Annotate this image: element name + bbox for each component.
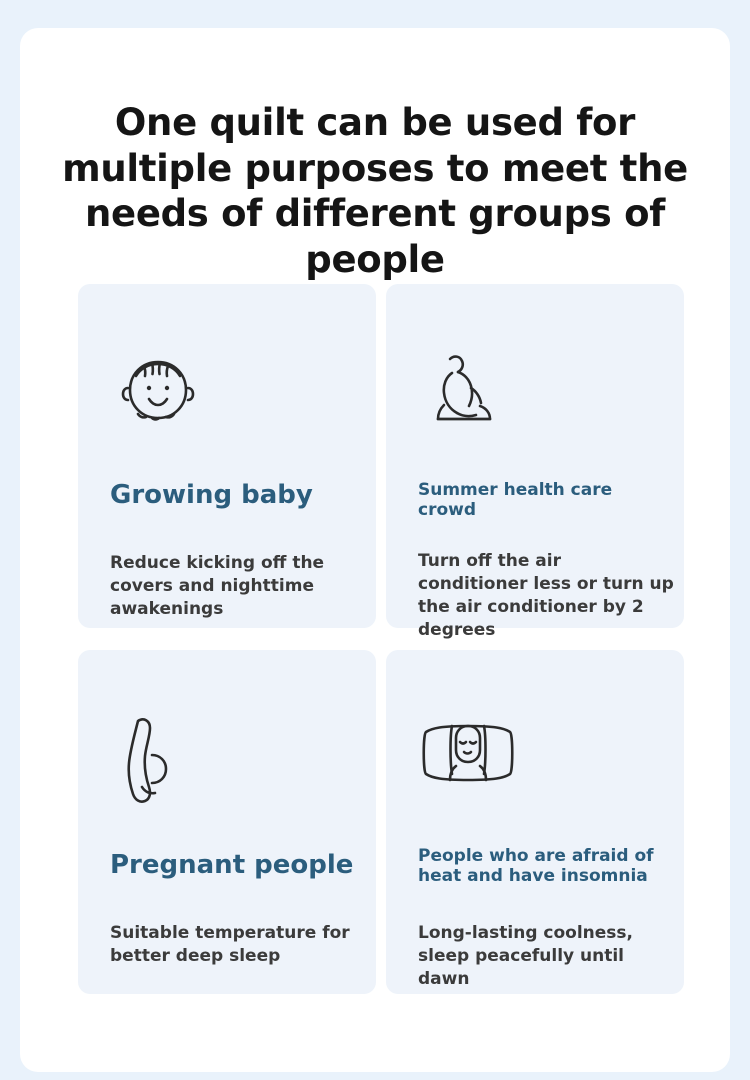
benefit-card-summer-health-care (386, 284, 684, 640)
benefit-card-pregnant-people (78, 650, 376, 994)
benefit-title: Summer health care crowd (418, 480, 613, 521)
content-card (20, 28, 730, 1072)
benefit-card-afraid-of-heat (386, 650, 684, 994)
baby-face-icon (108, 340, 218, 440)
benefit-title: People who are afraid of heat and have insomnia (418, 846, 654, 887)
benefit-description: Turn off the air conditioner less or turn up the air conditioner by 2 degrees (418, 551, 674, 640)
benefit-description: Suitable temperature for better deep sleep (110, 923, 350, 966)
benefits-grid (78, 284, 684, 994)
benefit-card-growing-baby (78, 284, 376, 628)
benefit-title: Growing baby (110, 480, 313, 510)
benefit-description: Reduce kicking off the covers and nighttime awakenings (110, 553, 325, 619)
sleeping-person-pillow-icon (416, 706, 526, 806)
benefit-description: Long-lasting coolness, sleep peacefully until dawn (418, 923, 633, 989)
page-title: One quilt can be used for multiple purposes to meet the needs of different groups of people (62, 101, 688, 281)
yoga-person-icon (416, 340, 526, 440)
benefit-title: Pregnant people (110, 850, 354, 880)
pregnant-person-icon (108, 706, 218, 806)
